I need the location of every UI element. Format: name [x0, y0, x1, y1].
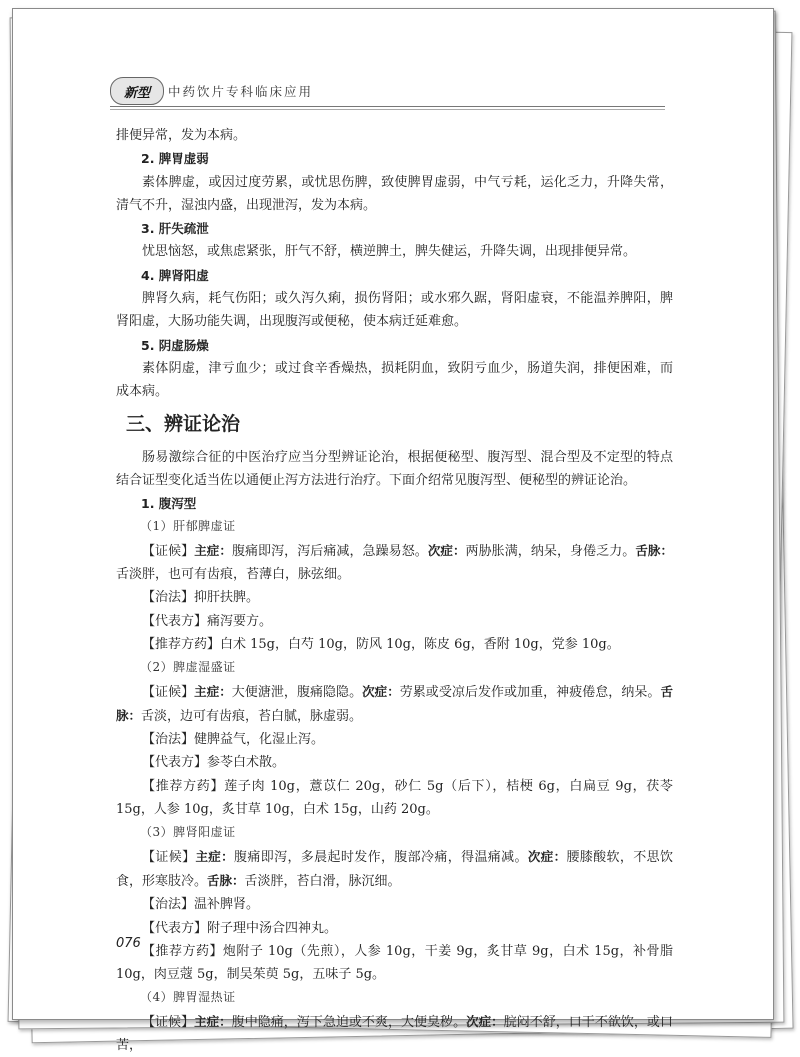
treatment-line: 【治法】温补脾肾。 [142, 897, 260, 913]
symptoms-paragraph [116, 845, 673, 894]
book-title: 中药饮片专科临床应用 [168, 84, 314, 99]
label: 次症： [466, 1013, 504, 1029]
section-heading: 三、辨证论治 [126, 412, 241, 435]
label: 【证候】 [142, 1014, 195, 1030]
prescription-line: 【推荐方药】莲子肉 10g，薏苡仁 20g，砂仁 5g（后下），桔梗 6g，白扁豆 9g，茯苓 15g，人参 10g，炙甘草 10g，白术 15g，山药 20g。 [116, 778, 673, 818]
text: 劳累或受凉后发作或加重，神疲倦怠，纳呆。 [399, 684, 661, 700]
label: 主症： [194, 542, 232, 558]
subheading: 1. 腹泻型 [141, 496, 197, 512]
text: 两胁胀满，纳呆，身倦乏力。 [465, 543, 636, 559]
label: 舌脉： [635, 542, 673, 558]
label: 【证候】 [142, 684, 195, 700]
treatment-line: 【治法】抑肝扶脾。 [142, 590, 260, 606]
subheading: 4. 脾肾阳虚 [141, 267, 209, 283]
label: 次症： [362, 683, 400, 699]
text: 腹痛即泻，多晨起时发作，腹部冷痛，得温痛减。 [234, 849, 528, 865]
paragraph: 肠易激综合征的中医治疗应当分型辨证论治，根据便秘型、腹泻型、混合型及不定型的特点结合证型变化适当佐以通便止泻方法进行治疗。下面介绍常见腹泻型、便秘型的辨证论治。 [116, 449, 673, 488]
page-number: 076 [116, 936, 141, 951]
symptoms-paragraph [116, 680, 673, 729]
label: 【证候】 [142, 543, 195, 559]
formula-line: 【代表方】参苓白术散。 [142, 755, 286, 771]
text: 舌淡胖，苔白滑，脉沉细。 [244, 873, 401, 889]
text: 腹痛即泻，泻后痛减，急躁易怒。 [231, 543, 428, 559]
syndrome-title: （3）脾肾阳虚证 [140, 825, 236, 840]
label: 舌脉： [116, 683, 673, 723]
label: 舌脉： [207, 872, 245, 888]
subheading: 2. 脾胃虚弱 [141, 151, 209, 167]
symptoms-paragraph [116, 1010, 673, 1057]
text: 大便溏泄，腹痛隐隐。 [231, 684, 363, 700]
text: 腹中隐痛，泻下急迫或不爽，大便臭秽。 [231, 1014, 467, 1030]
syndrome-title: （2）脾虚湿盛证 [140, 660, 236, 675]
syndrome-title: （1）肝郁脾虚证 [140, 519, 236, 534]
prescription-line: 【推荐方药】白术 15g，白芍 10g，防风 10g，陈皮 6g，香附 10g，党参 10g。 [142, 636, 620, 652]
prescription-line: 【推荐方药】炮附子 10g（先煎），人参 10g，干姜 9g，炙甘草 9g，白术 15g，补骨脂 10g，肉豆蔻 5g，制吴茱萸 5g，五味子 5g。 [116, 943, 673, 983]
label: 次症： [427, 542, 466, 558]
series-logo-badge: 新型 [110, 77, 164, 105]
formula-line: 【代表方】附子理中汤合四神丸。 [142, 920, 338, 936]
label: 次症： [527, 848, 567, 864]
label: 【证候】 [142, 849, 196, 865]
header-rule [110, 106, 665, 107]
label: 主症： [195, 848, 235, 864]
syndrome-title: （4）脾胃湿热证 [140, 990, 236, 1005]
subheading: 3. 肝失疏泄 [141, 221, 209, 237]
text: 舌淡胖，也可有齿痕，苔薄白，脉弦细。 [116, 567, 351, 583]
paragraph: 忧思恼怒，或焦虑紧张，肝气不舒，横逆脾土，脾失健运，升降失调，出现排便异常。 [142, 244, 637, 260]
symptoms-paragraph [116, 539, 673, 587]
subheading: 5. 阴虚肠燥 [141, 337, 209, 353]
header-rule-thin [110, 109, 665, 110]
paragraph: 脾肾久病，耗气伤阳；或久泻久痢，损伤肾阳；或水邪久踞，肾阳虚衰，不能温养脾阳，脾肾阳虚，大肠功能失调，出现腹泻或便秘，使本病迁延难愈。 [116, 291, 673, 330]
paragraph: 素体阴虚，津亏血少；或过食辛香燥热，损耗阴血，致阴亏血少，肠道失润，排便困难，而成本病。 [116, 360, 673, 400]
running-header [110, 78, 313, 104]
label: 主症： [194, 683, 232, 699]
text: 脘闷不舒，口干不欲饮，或口苦， [116, 1014, 673, 1053]
paragraph: 素体脾虚，或因过度劳累，或忧思伤脾，致使脾胃虚弱，中气亏耗，运化乏力，升降失常，清气不升，湿浊内盛，出现泄泻，发为本病。 [116, 174, 673, 213]
text: 腰膝酸软，不思饮食，形寒肢冷。 [116, 849, 673, 889]
text: 舌淡，边可有齿痕，苔白腻，脉虚弱。 [141, 708, 363, 724]
label: 主症： [194, 1013, 232, 1029]
page-body [116, 124, 673, 1057]
paragraph: 排便异常，发为本病。 [116, 128, 247, 143]
formula-line: 【代表方】痛泻要方。 [142, 613, 273, 629]
treatment-line: 【治法】健脾益气，化湿止泻。 [142, 732, 325, 748]
